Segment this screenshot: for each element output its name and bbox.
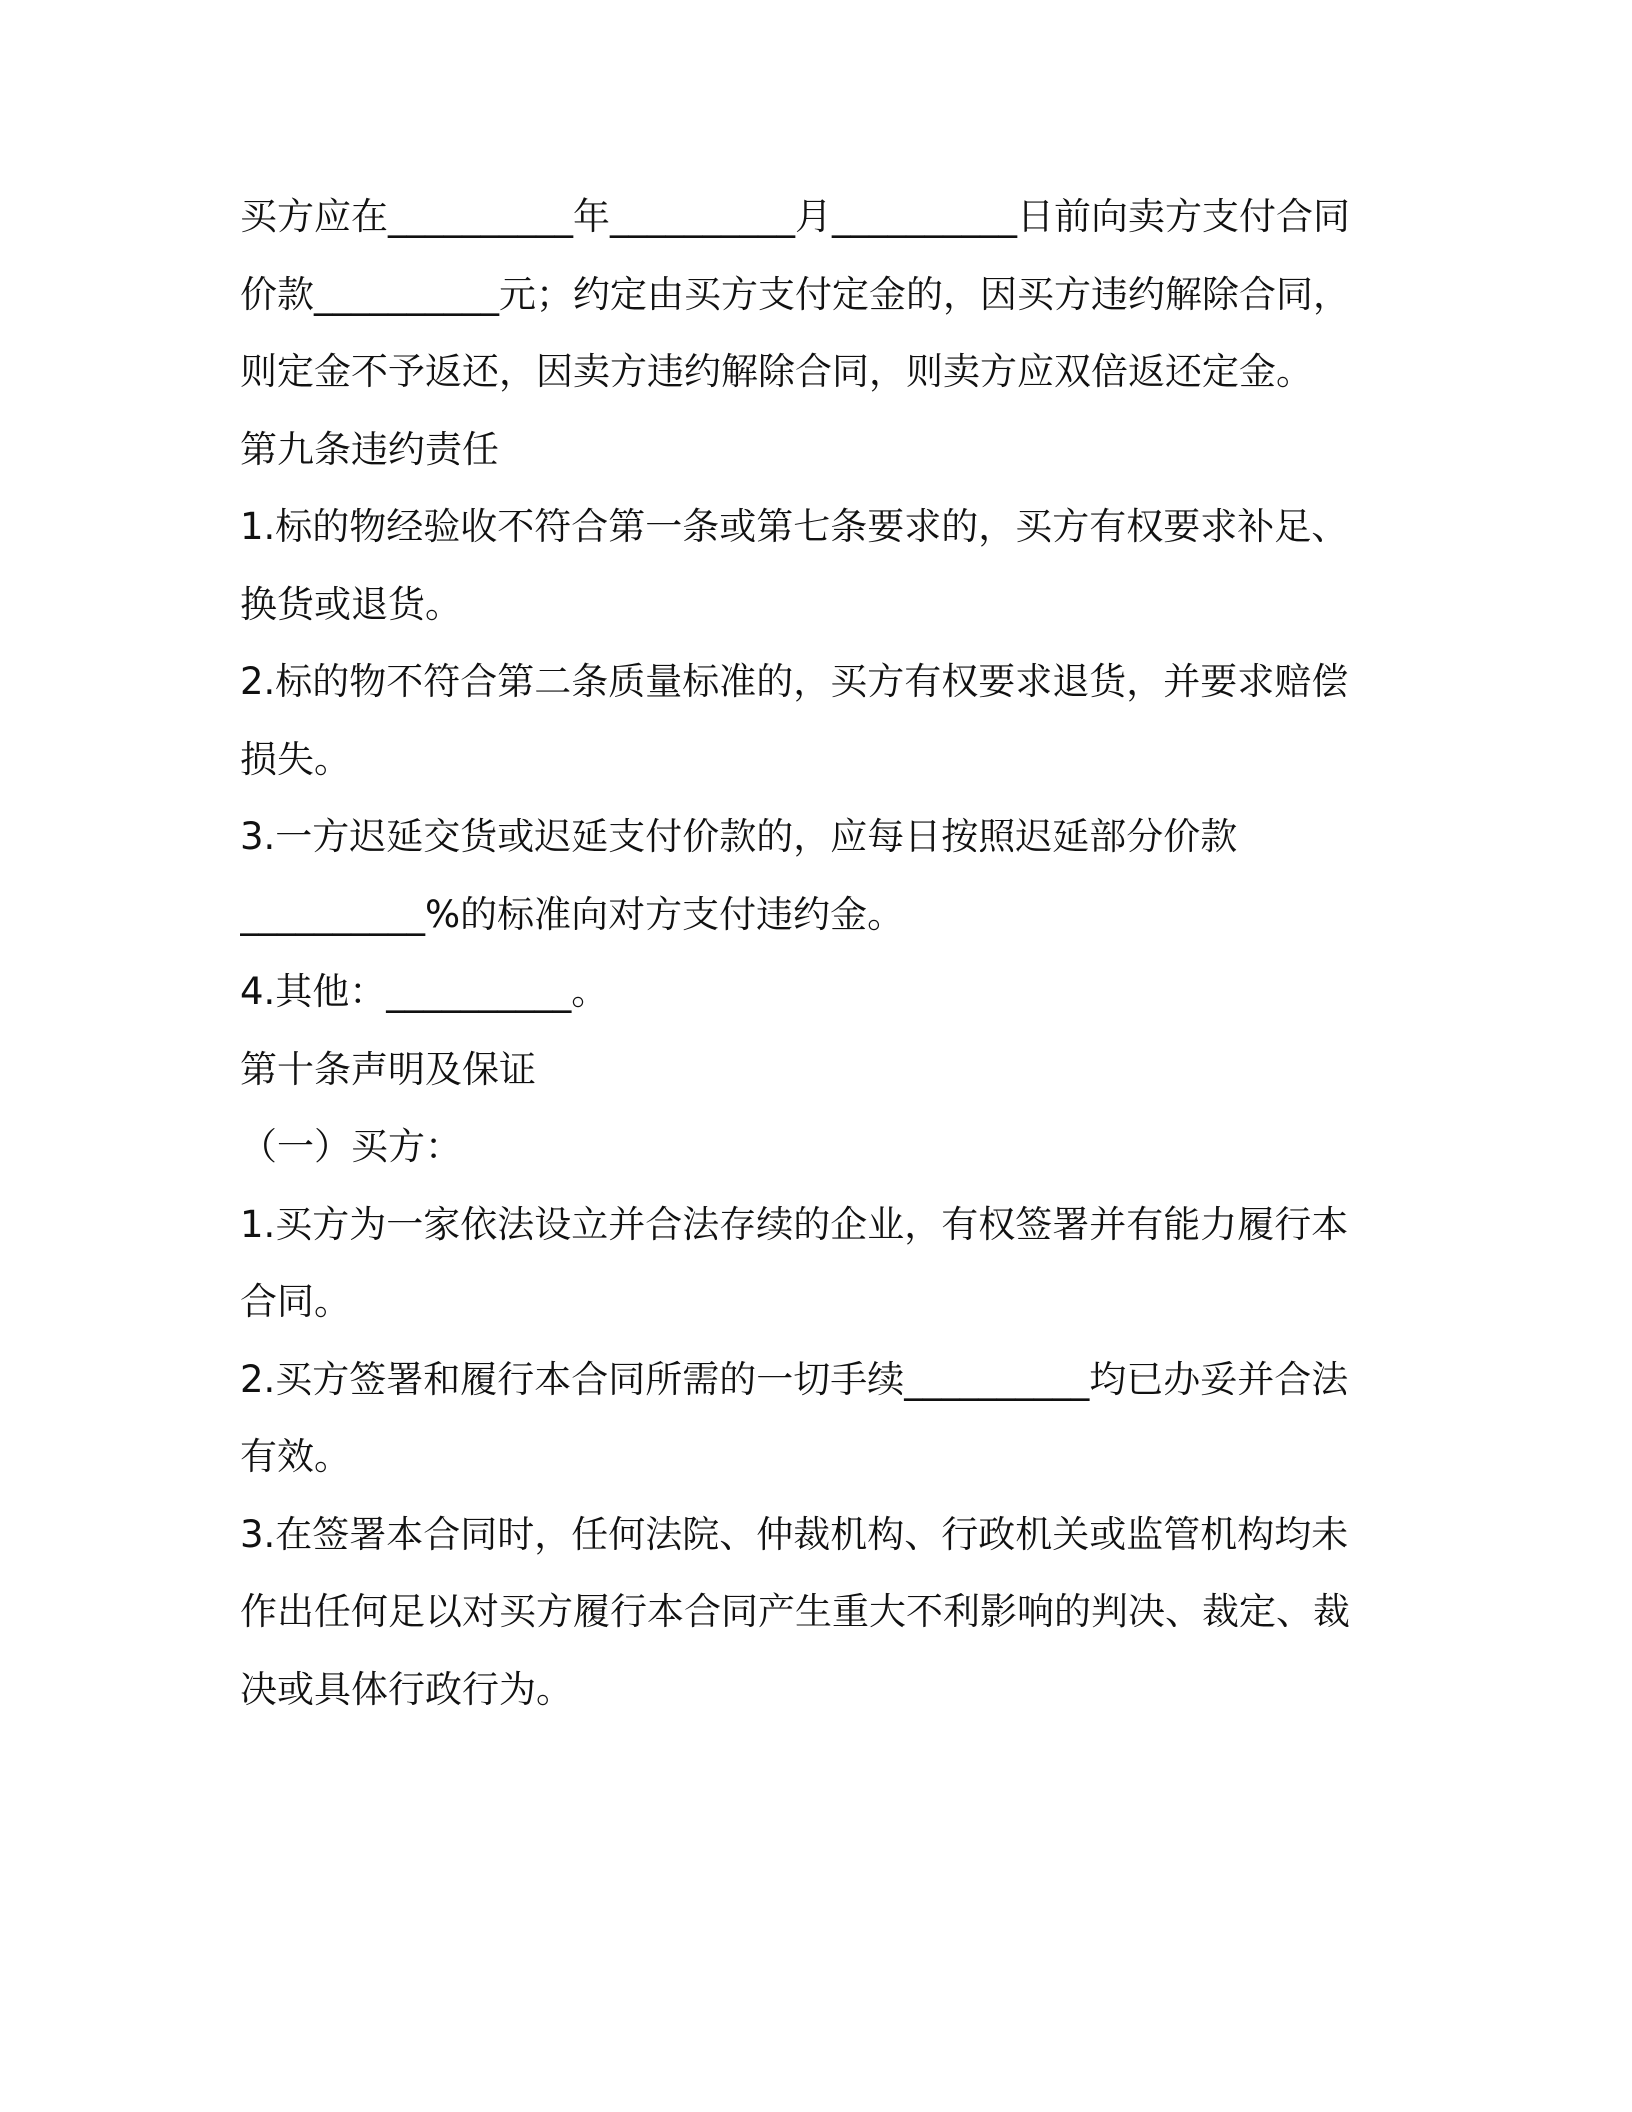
text-line: 则定金不予返还，因卖方违约解除合同，则卖方应双倍返还定金。 — [240, 350, 1313, 393]
subsection-heading: （一）买方： — [240, 1125, 462, 1168]
text-line: 价款__________元；约定由买方支付定金的，因买方违约解除合同， — [240, 272, 1350, 316]
section-heading: 第九条违约责任 — [240, 427, 499, 471]
text-line: 买方应在__________年__________月__________日前向卖方支付合同 — [240, 195, 1350, 238]
text-line: 有效。 — [240, 1435, 351, 1478]
text-line: 3.在签署本合同时，任何法院、仲裁机构、行政机关或监管机构均未 — [240, 1512, 1349, 1556]
text-line: 作出任何足以对买方履行本合同产生重大不利影响的判决、裁定、裁 — [240, 1590, 1350, 1633]
text-line: 决或具体行政行为。 — [240, 1667, 573, 1711]
text-line: 换货或退货。 — [240, 582, 462, 626]
text-line: 2.买方签署和履行本合同所需的一切手续__________均已办妥并合法 — [240, 1357, 1349, 1401]
document-page — [240, 192, 1400, 1742]
text-line: 4.其他：__________。 — [240, 970, 609, 1013]
text-line: 2.标的物不符合第二条质量标准的，买方有权要求退货，并要求赔偿 — [240, 660, 1349, 703]
section-heading: 第十条声明及保证 — [240, 1047, 536, 1091]
text-line: 合同。 — [240, 1280, 351, 1323]
text-line: 1.标的物经验收不符合第一条或第七条要求的，买方有权要求补足、 — [240, 505, 1349, 548]
text-line: 3.一方迟延交货或迟延支付价款的，应每日按照迟延部分价款 — [240, 815, 1238, 858]
text-line: __________%的标准向对方支付违约金。 — [240, 892, 905, 936]
text-line: 1.买方为一家依法设立并合法存续的企业，有权签署并有能力履行本 — [240, 1202, 1349, 1246]
text-line: 损失。 — [240, 737, 351, 781]
